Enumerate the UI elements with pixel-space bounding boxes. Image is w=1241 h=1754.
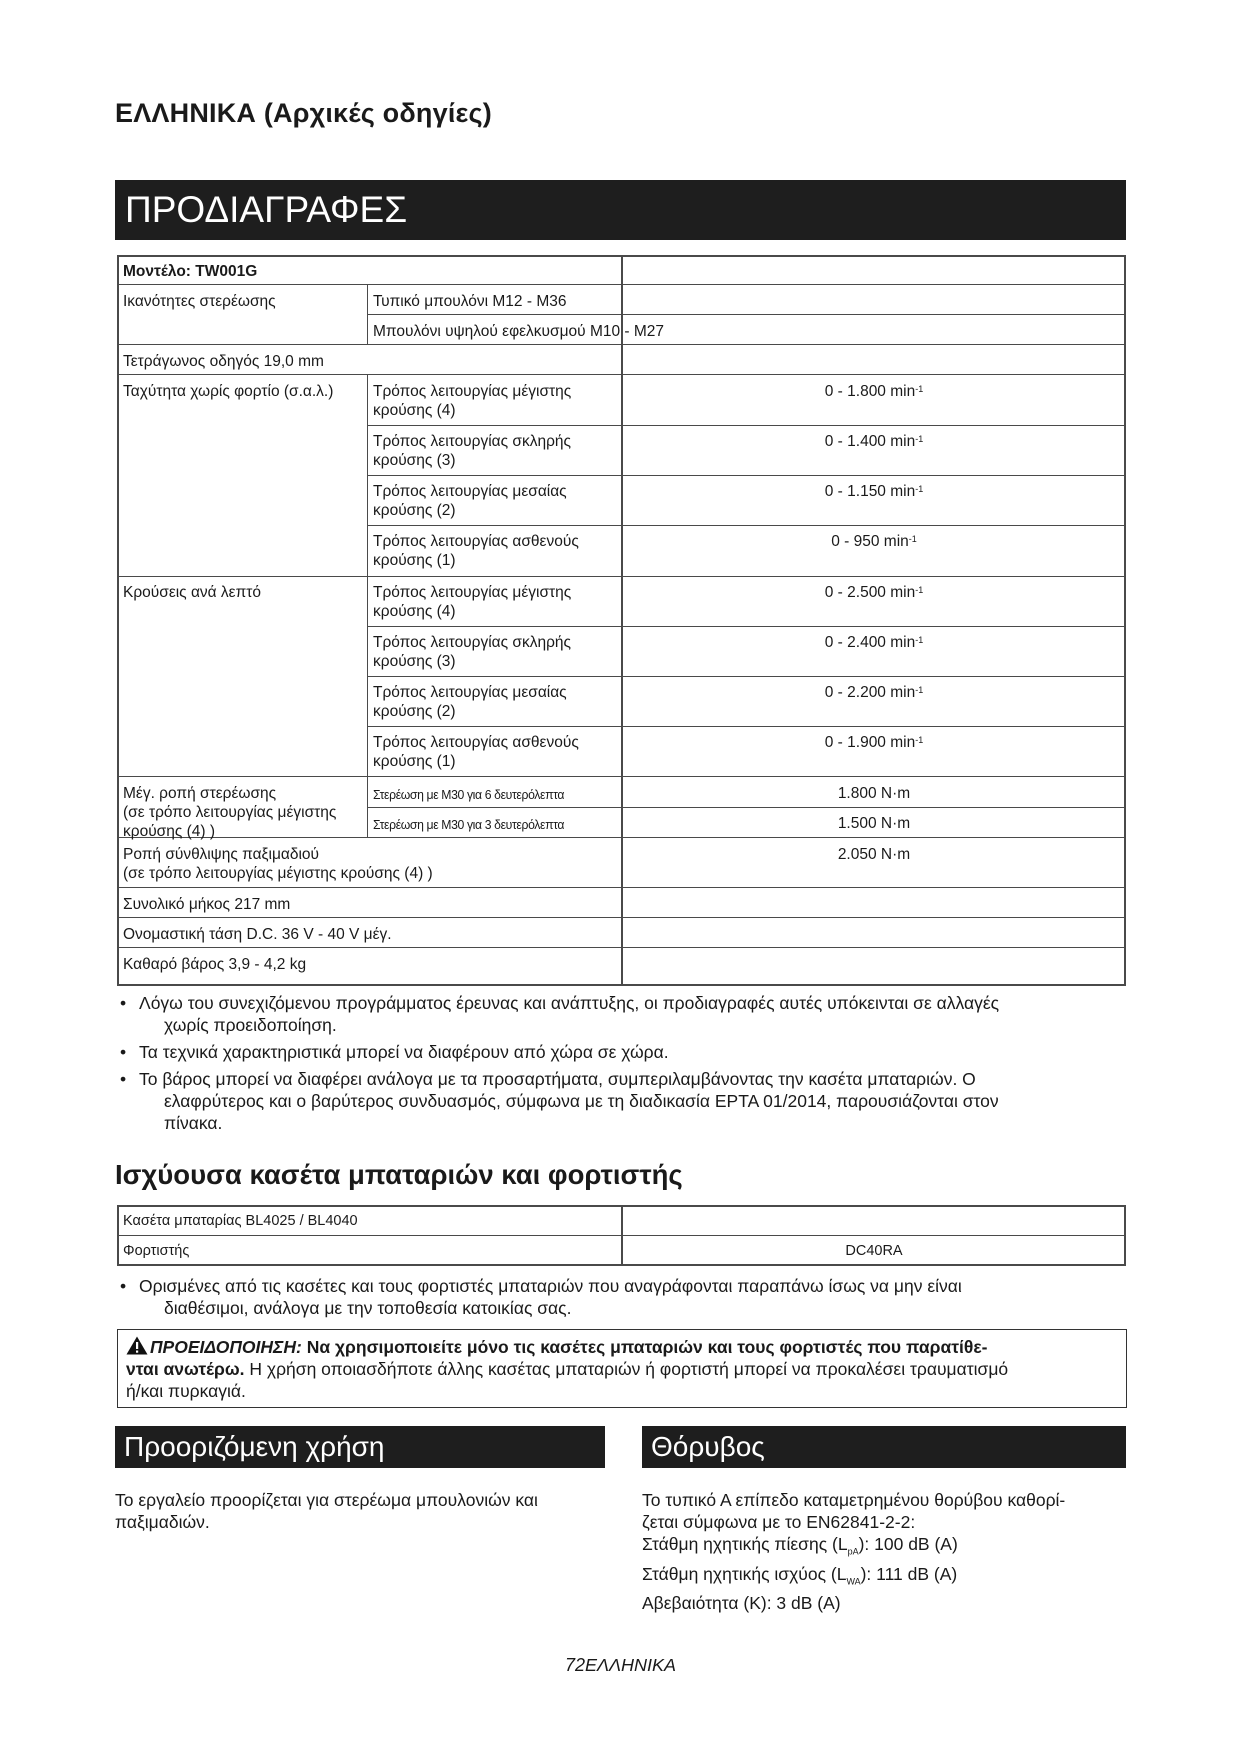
no-load-speed-label: Ταχύτητα χωρίς φορτίο (σ.α.λ.) bbox=[123, 383, 334, 400]
square-drive: Τετράγωνος οδηγός 19,0 mm bbox=[123, 353, 324, 370]
charger-label: Φορτιστής bbox=[123, 1243, 190, 1259]
page-footer bbox=[0, 1655, 1241, 1676]
warning-body-2: ή/και πυρκαγιά. bbox=[126, 1381, 246, 1401]
battery-table bbox=[117, 1205, 1126, 1266]
intended-use-text: Το εργαλείο προορίζεται για στερέωμα μπουλονιών και παξιμαδιών. bbox=[115, 1490, 538, 1532]
spec-table bbox=[117, 255, 1126, 986]
high-tensile-bolt: Μπουλόνι υψηλού εφελκυσμού M10 - M27 bbox=[373, 323, 665, 340]
page-number: 72 bbox=[564, 1655, 585, 1675]
max-torque-label: Μέγ. ροπή στερέωσης (σε τρόπο λειτουργίας μέγιστης κρούσης (4) ) bbox=[123, 785, 337, 840]
uncertainty: Αβεβαιότητα (K): 3 dB (A) bbox=[642, 1593, 841, 1613]
language-header: ΕΛΛΗΝΙΚΑ (Αρχικές οδηγίες) bbox=[115, 98, 492, 128]
nls-value-3: 0 - 1.400 $\min^{-1}$ bbox=[824, 433, 924, 450]
ipm-mode-2: Τρόπος λειτουργίας μεσαίας κρούσης (2) bbox=[373, 684, 567, 720]
max-torque-cond-3s: Στερέωση με M30 για 3 δευτερόλεπτα bbox=[373, 817, 565, 832]
nut-busting-value: 2.050 N·m bbox=[837, 846, 911, 863]
ipm-mode-1: Τρόπος λειτουργίας ασθενούς κρούσης (1) bbox=[373, 734, 579, 770]
overall-length: Συνολικό μήκος 217 mm bbox=[123, 896, 291, 913]
battery-cartridge: Κασέτα μπαταρίας BL4025 / BL4040 bbox=[123, 1213, 358, 1229]
warning-bold-text: Να χρησιμοποιείτε μόνο τις κασέτες μπαταριών και τους φορτιστές που παρατίθε- bbox=[306, 1337, 988, 1357]
ipm-value-1: 0 - 1.900 $\min^{-1}$ bbox=[824, 734, 924, 751]
nls-mode-1: Τρόπος λειτουργίας ασθενούς κρούσης (1) bbox=[373, 533, 579, 569]
warning-bold-text-2: νται ανωτέρω. bbox=[126, 1359, 245, 1379]
fastening-capacity-label: Ικανότητες στερέωσης bbox=[123, 293, 276, 310]
warning-heading: ΠΡΟΕΙΔΟΠΟΙΗΣΗ: bbox=[126, 1337, 302, 1357]
max-torque-value-3s: 1.500 N·m bbox=[837, 815, 911, 832]
ipm-value-3: 0 - 2.400 $\min^{-1}$ bbox=[824, 634, 924, 651]
rated-voltage: Ονομαστική τάση D.C. 36 V - 40 V μέγ. bbox=[123, 926, 392, 943]
noise-title-bar bbox=[642, 1426, 1126, 1468]
note-item: • Λόγω του συνεχιζόμενου προγράμματος έρευνας και ανάπτυξης, οι προδιαγραφές αυτές υπόκεινται σε αλλαγές χωρίς προειδοποίηση. bbox=[117, 992, 1127, 1036]
nls-value-4: 0 - 1.800 $\min^{-1}$ bbox=[824, 383, 924, 400]
nls-mode-4: Τρόπος λειτουργίας μέγιστης κρούσης (4) bbox=[373, 383, 572, 419]
nls-value-2: 0 - 1.150 $\min^{-1}$ bbox=[824, 483, 924, 500]
intended-use-title-bar bbox=[115, 1426, 605, 1468]
warning-body: Η χρήση οποιασδήποτε άλλης κασέτας μπαταριών ή φορτιστή μπορεί να προκαλέσει τραυματισμό bbox=[249, 1359, 1009, 1379]
model: Μοντέλο: TW001G bbox=[123, 263, 258, 280]
nls-value-1: 0 - 950 $\min^{-1}$ bbox=[831, 533, 917, 550]
max-torque-value-6s: 1.800 N·m bbox=[837, 785, 911, 802]
charger-value: DC40RA bbox=[845, 1243, 903, 1259]
intended-use-title: Προοριζόμενη χρήση bbox=[124, 1431, 385, 1462]
spec-title: ΠΡΟΔΙΑΓΡΑΦΕΣ bbox=[125, 189, 408, 230]
sound-power-level: Στάθμη ηχητικής ισχύος $(L_{WA})$: 111 dB (A) bbox=[642, 1563, 958, 1586]
spec-notes bbox=[117, 992, 1127, 1139]
footer-language: ΕΛΛΗΝΙΚΑ bbox=[585, 1655, 677, 1675]
ipm-value-2: 0 - 2.200 $\min^{-1}$ bbox=[824, 684, 924, 701]
battery-note bbox=[117, 1275, 1127, 1324]
note-item: • Το βάρος μπορεί να διαφέρει ανάλογα με τα προσαρτήματα, συμπεριλαμβάνοντας την κασέτα μπαταριών. Ο ελαφρύτερος και ο βαρύτερος συνδυασμός, σύμφωνα με τη διαδικασία EPTA 01/2014, παρουσιάζονται στον πίνακα. bbox=[117, 1068, 1127, 1134]
note-item: • Τα τεχνικά χαρακτηριστικά μπορεί να διαφέρουν από χώρα σε χώρα. bbox=[117, 1041, 1127, 1063]
warning-triangle-icon bbox=[126, 1336, 148, 1355]
note-item: • Ορισμένες από τις κασέτες και τους φορτιστές μπαταριών που αναγράφονται παραπάνω ίσως να μην είναι διαθέσιμοι, ανάλογα με την τοποθεσία κατοικίας σας. bbox=[117, 1275, 1127, 1319]
nls-mode-2: Τρόπος λειτουργίας μεσαίας κρούσης (2) bbox=[373, 483, 567, 519]
sound-pressure-level: Στάθμη ηχητικής πίεσης $(L_{pA})$: 100 dB (A) bbox=[642, 1534, 958, 1557]
warning-box bbox=[117, 1329, 1127, 1408]
impacts-per-minute-label: Κρούσεις ανά λεπτό bbox=[123, 584, 262, 601]
noise-text: Το τυπικό Α επίπεδο καταμετρημένου θορύβου καθορί- ζεται σύμφωνα με το EN62841-2-2: Στάθμη ηχητικής πίεσης $(L_{pA})$: 100 dB (A) Στάθμη ηχητικής ισχύος $(L_{WA})$: 111 dB (A) Αβεβαιότητα (K): 3 dB (A) bbox=[642, 1490, 1066, 1613]
battery-section-title: Ισχύουσα κασέτα μπαταριών και φορτιστής bbox=[115, 1159, 683, 1190]
ipm-mode-3: Τρόπος λειτουργίας σκληρής κρούσης (3) bbox=[373, 634, 572, 670]
nut-busting-label: Ροπή σύνθλιψης παξιμαδιού (σε τρόπο λειτουργίας μέγιστης κρούσης (4) ) bbox=[123, 846, 433, 882]
net-weight: Καθαρό βάρος 3,9 - 4,2 kg bbox=[123, 956, 307, 973]
standard-bolt: Τυπικό μπουλόνι M12 - M36 bbox=[373, 293, 567, 310]
nls-mode-3: Τρόπος λειτουργίας σκληρής κρούσης (3) bbox=[373, 433, 572, 469]
noise-title: Θόρυβος bbox=[651, 1431, 765, 1462]
ipm-mode-4: Τρόπος λειτουργίας μέγιστης κρούσης (4) bbox=[373, 584, 572, 620]
ipm-value-4: 0 - 2.500 $\min^{-1}$ bbox=[824, 584, 924, 601]
max-torque-cond-6s: Στερέωση με M30 για 6 δευτερόλεπτα bbox=[373, 787, 565, 802]
spec-title-bar bbox=[115, 180, 1126, 240]
